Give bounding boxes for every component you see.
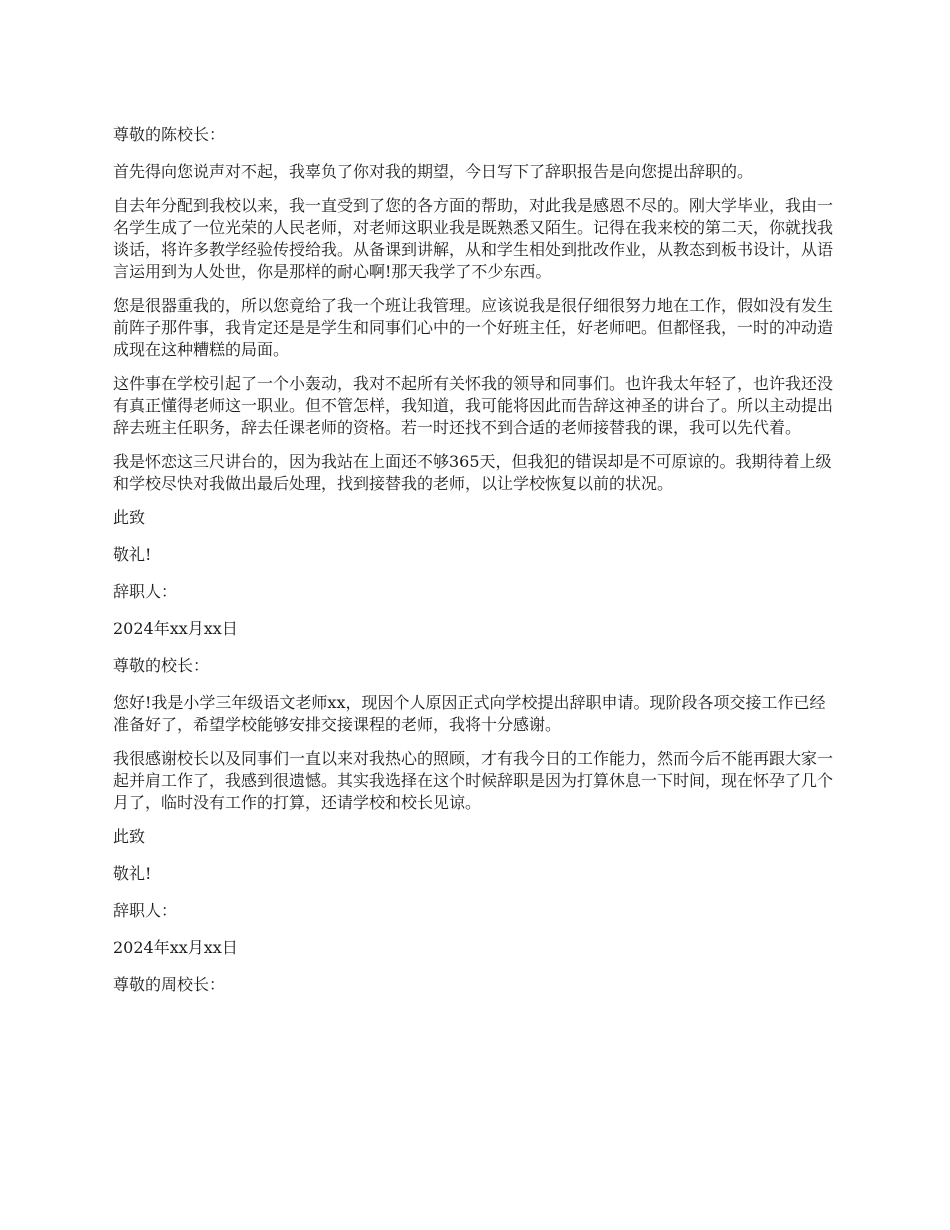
- letter2-salutation: 尊敬的校长：: [113, 656, 210, 675]
- letter1-signer: 辞职人：: [113, 582, 178, 601]
- letter1-paragraph-5: 我是怀恋这三尺讲台的，因为我站在上面还不够365天，但我犯的错误却是不可原谅的。我期待着上级和学校尽快对我做出最后处理，找到接替我的老师，以让学校恢复以前的状况。: [113, 452, 832, 493]
- letter1-paragraph-1: 首先得向您说声对不起，我辜负了你对我的期望，今日写下了辞职报告是向您提出辞职的。: [113, 162, 754, 181]
- letter2-paragraph-1: 您好!我是小学三年级语文老师xx，现因个人原因正式向学校提出辞职申请。现阶段各项交接工作已经准备好了，希望学校能够安排交接课程的老师，我将十分感谢。: [113, 693, 826, 734]
- letter1-closing: 此致: [113, 508, 146, 527]
- letter2-date: 2024年xx月xx日: [113, 938, 238, 957]
- letter1-regards: 敬礼!: [113, 545, 152, 564]
- letter1-paragraph-4: 这件事在学校引起了一个小轰动，我对不起所有关怀我的领导和同事们。也许我太年轻了，也许我还没有真正懂得老师这一职业。但不管怎样，我知道，我可能将因此而告辞这神圣的讲台了。所以主动提出辞去班主任职务，辞去任课老师的资格。若一时还找不到合适的老师接替我的课，我可以先代着。: [113, 374, 834, 437]
- letter2-paragraph-2: 我很感谢校长以及同事们一直以来对我热心的照顾，才有我今日的工作能力，然而今后不能再跟大家一起并肩工作了，我感到很遗憾。其实我选择在这个时候辞职是因为打算休息一下时间，现在怀孕了几个月了，临时没有工作的打算，还请学校和校长见谅。: [113, 749, 834, 812]
- letter2-regards: 敬礼!: [113, 864, 152, 883]
- letter1-paragraph-2: 自去年分配到我校以来，我一直受到了您的各方面的帮助，对此我是感恩不尽的。刚大学毕业，我由一名学生成了一位光荣的人民老师，对老师这职业我是既熟悉又陌生。记得在我来校的第二天，你就找我谈话，将许多教学经验传授给我。从备课到讲解，从和学生相处到批改作业，从教态到板书设计，从语言运用到为人处世，你是那样的耐心啊!那天我学了不少东西。: [113, 196, 834, 281]
- letter1-date: 2024年xx月xx日: [113, 619, 238, 638]
- letter1-salutation: 尊敬的陈校长：: [113, 125, 226, 144]
- letter1-paragraph-3: 您是很器重我的，所以您竟给了我一个班让我管理。应该说我是很仔细很努力地在工作，假如没有发生前阵子那件事，我肯定还是是学生和同事们心中的一个好班主任，好老师吧。但都怪我，一时的冲动造成现在这种糟糕的局面。: [113, 296, 834, 359]
- letter3-salutation: 尊敬的周校长：: [113, 975, 226, 994]
- document-page: [113, 124, 841, 1011]
- letter2-signer: 辞职人：: [113, 901, 178, 920]
- letter2-closing: 此致: [113, 827, 146, 846]
